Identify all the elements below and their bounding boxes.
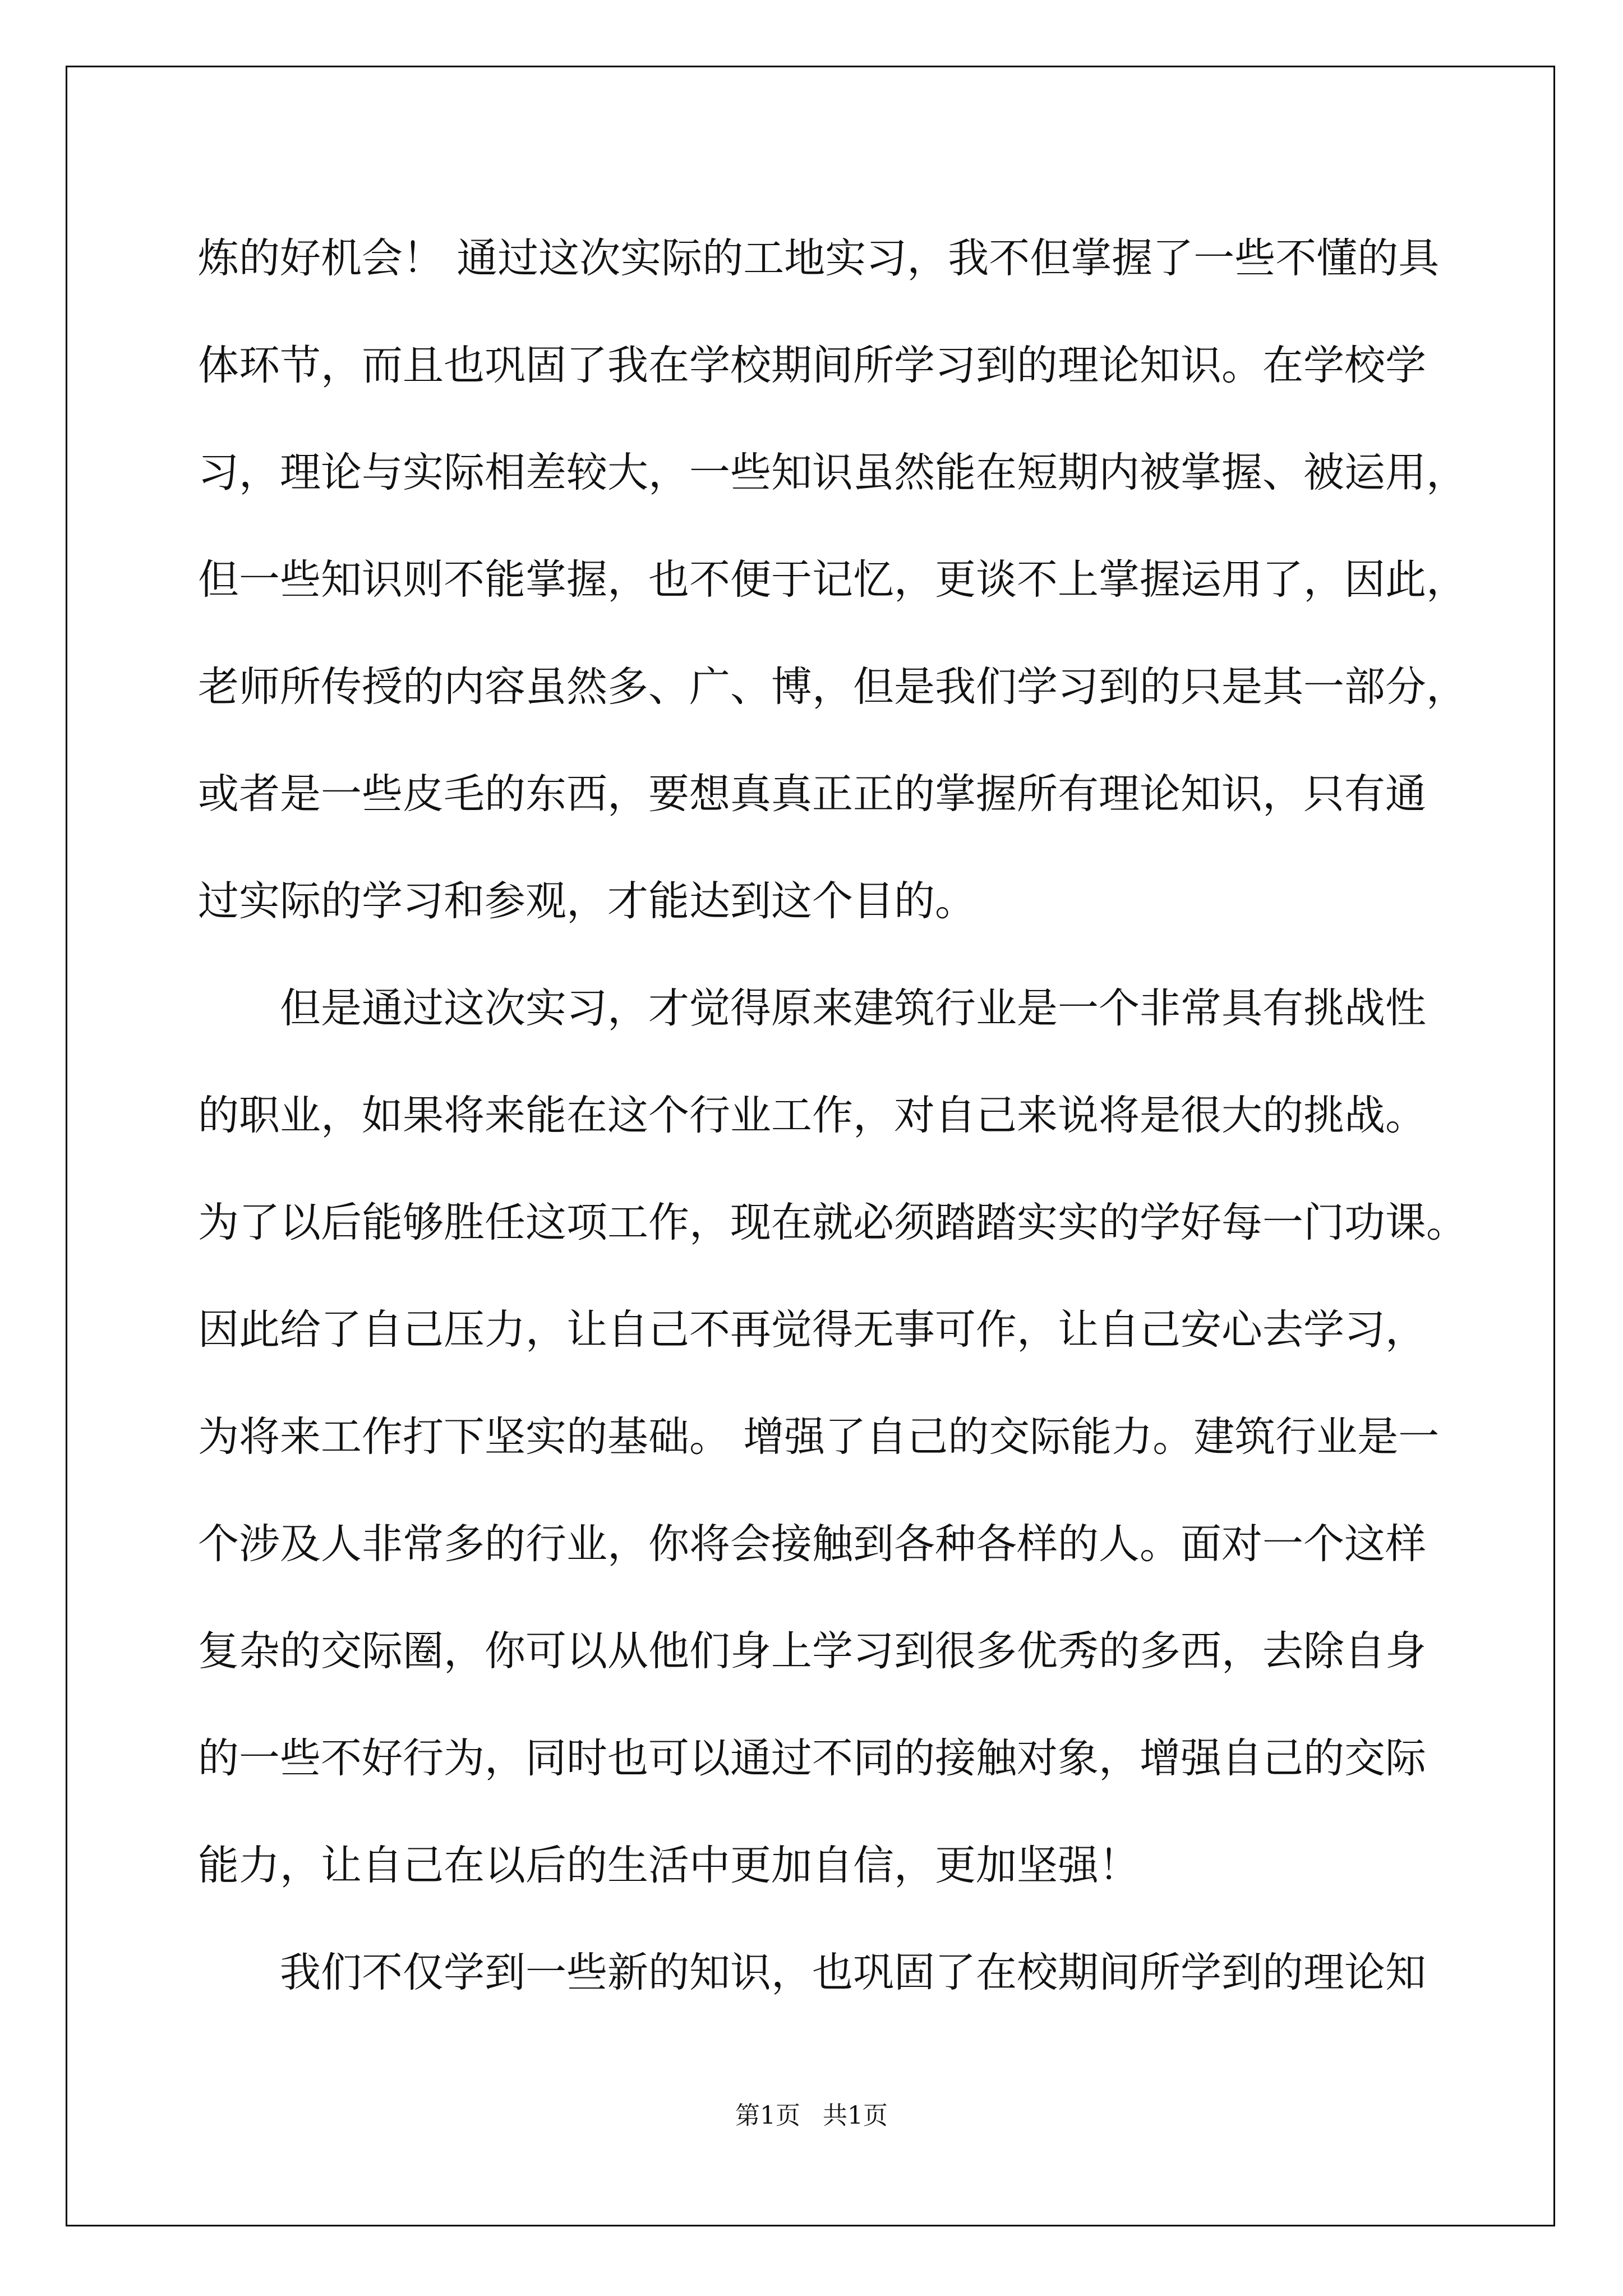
text-line: 过实际的学习和参观，才能达到这个目的。 — [198, 877, 976, 925]
text-line: 个涉及人非常多的行业，你将会接触到各种各样的人。面对一个这样 — [198, 1520, 1426, 1568]
text-line: 复杂的交际圈，你可以从他们身上学习到很多优秀的多西，去除自身 — [198, 1627, 1426, 1675]
text-line-indented: 我们不仅学到一些新的知识，也巩固了在校期间所学到的理论知 — [280, 1949, 1426, 1996]
text-line: 炼的好机会！ 通过这次实际的工地实习，我不但掌握了一些不懂的具 — [198, 234, 1440, 282]
text-line: 或者是一些皮毛的东西，要想真真正正的掌握所有理论知识，只有通 — [198, 770, 1426, 818]
text-line: 为了以后能够胜任这项工作，现在就必须踏踏实实的学好每一门功课。 — [198, 1199, 1467, 1246]
text-line: 的一些不好行为，同时也可以通过不同的接触对象，增强自己的交际 — [198, 1734, 1426, 1782]
text-line: 的职业，如果将来能在这个行业工作，对自己来说将是很大的挑战。 — [198, 1092, 1426, 1139]
page-footer — [0, 2095, 1623, 2131]
page-number-current: 第1页 — [735, 2101, 800, 2130]
text-line: 但一些知识则不能掌握，也不便于记忆，更谈不上掌握运用了，因此， — [198, 556, 1467, 604]
text-line: 体环节，而且也巩固了我在学校期间所学习到的理论知识。在学校学 — [198, 342, 1426, 389]
text-line-indented: 但是通过这次实习，才觉得原来建筑行业是一个非常具有挑战性 — [280, 984, 1426, 1032]
text-line: 因此给了自己压力，让自己不再觉得无事可作，让自己安心去学习， — [198, 1306, 1426, 1354]
text-line: 能力，让自己在以后的生活中更加自信，更加坚强！ — [198, 1842, 1140, 1889]
text-line: 为将来工作打下坚实的基础。 增强了自己的交际能力。建筑行业是一 — [198, 1413, 1440, 1461]
page-number-total: 共1页 — [823, 2101, 888, 2130]
text-line: 习，理论与实际相差较大，一些知识虽然能在短期内被掌握、被运用， — [198, 449, 1467, 496]
text-line: 老师所传授的内容虽然多、广、博，但是我们学习到的只是其一部分， — [198, 663, 1467, 711]
document-body — [198, 205, 1467, 2026]
